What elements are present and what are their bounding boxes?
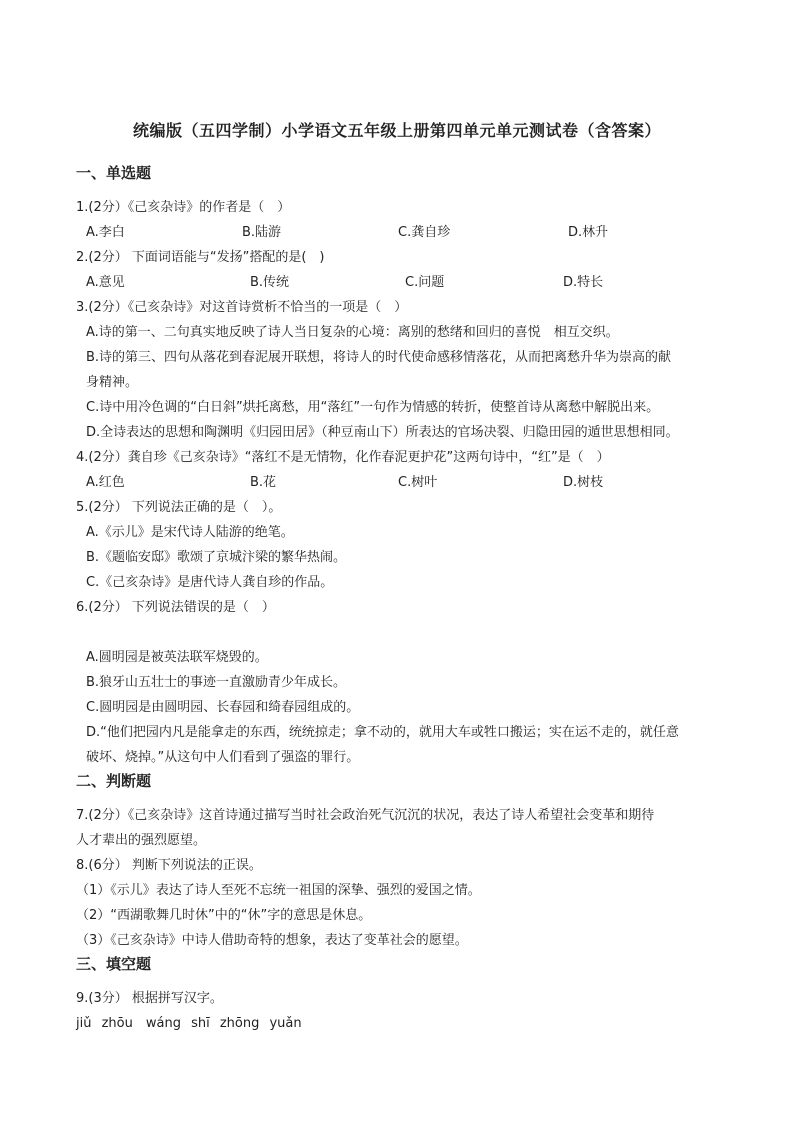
q8-statement-3: （3）《己亥杂诗》中诗人借助奇特的想象，表达了变革社会的愿望。 — [76, 933, 468, 948]
q3-option-d: D.全诗表达的思想和陶渊明《归园田居》（种豆南山下）所表达的官场决裂、归隐田园的遁世思想相同。 — [86, 425, 679, 440]
q3-stem: 3.(2分）《己亥杂诗》对这首诗赏析不恰当的一项是（ ） — [76, 300, 408, 315]
q2-option-d: D.特长 — [563, 275, 604, 290]
q5-option-b: B.《题临安邸》歌颂了京城汴梁的繁华热闹。 — [86, 550, 347, 565]
q2-option-a: A.意见 — [86, 275, 125, 290]
q1-option-d: D.林升 — [568, 225, 609, 240]
section-fill-in: 三、填空题 — [76, 955, 152, 973]
q3-option-c: C.诗中用冷色调的“白日斜”烘托离愁，用“落红”一句作为情感的转折，使整首诗从离愁中解脱出来。 — [86, 400, 660, 415]
q8-statement-2: （2）“西湖歌舞几时休”中的“休”字的意思是休息。 — [76, 908, 372, 923]
q5-stem: 5.(2分） 下列说法正确的是（ ）。 — [76, 500, 282, 515]
q6-option-a: A.圆明园是被英法联军烧毁的。 — [86, 650, 268, 665]
q1-option-a: A.李白 — [86, 225, 125, 240]
q6-option-b: B.狼牙山五壮士的事迹一直激励青少年成长。 — [86, 675, 347, 690]
q2-option-b: B.传统 — [250, 275, 290, 290]
q8-stem: 8.(6分） 判断下列说法的正误。 — [76, 858, 262, 873]
q4-option-c: C.树叶 — [398, 475, 438, 490]
q2-option-c: C.问题 — [405, 275, 445, 290]
q7-line-2: 人才辈出的强烈愿望。 — [76, 833, 207, 848]
q5-option-a: A.《示儿》是宋代诗人陆游的绝笔。 — [86, 525, 294, 540]
q6-option-d: D.“他们把园内凡是能拿走的东西，统统掠走；拿不动的，就用大车或牲口搬运；实在运不走的，就任意 — [86, 725, 679, 740]
q3-option-b: B.诗的第三、四句从落花到春泥展开联想，将诗人的时代使命感移情落花，从而把离愁升华为崇高的献 — [86, 350, 672, 365]
q2-stem: 2.(2分） 下面词语能与“发扬”搭配的是( ) — [76, 250, 325, 265]
q1-option-c: C.龚自珍 — [398, 225, 451, 240]
q1-stem: 1.(2分）《己亥杂诗》的作者是（ ） — [76, 200, 291, 215]
q9-stem: 9.(3分） 根据拼写汉字。 — [76, 991, 223, 1006]
q4-stem: 4.(2分）龚自珍《己亥杂诗》“落红不是无情物，化作春泥更护花”这两句诗中，“红”是（ ） — [76, 450, 610, 465]
q6-option-d-cont: 破坏、烧掉。”从这句中人们看到了强盗的罪行。 — [86, 750, 360, 765]
section-single-choice: 一、单选题 — [76, 164, 152, 182]
q6-option-c: C.圆明园是由圆明园、长春园和绮春园组成的。 — [86, 700, 360, 715]
q7-line-1: 7.(2分）《己亥杂诗》这首诗通过描写当时社会政治死气沉沉的状况，表达了诗人希望社会变革和期待 — [76, 808, 655, 823]
q9-pinyin: jiǔ zhōu wáng shī zhōng yuǎn — [76, 1016, 302, 1031]
page-title: 统编版（五四学制）小学语文五年级上册第四单元单元测试卷（含答案） — [132, 121, 661, 140]
q5-option-c: C.《己亥杂诗》是唐代诗人龚自珍的作品。 — [86, 575, 334, 590]
section-true-false: 二、判断题 — [76, 772, 152, 790]
q3-option-b-cont: 身精神。 — [86, 375, 139, 390]
q8-statement-1: （1）《示儿》表达了诗人至死不忘统一祖国的深挚、强烈的爱国之情。 — [76, 883, 481, 898]
q3-option-a: A.诗的第一、二句真实地反映了诗人当日复杂的心境：离别的愁绪和回归的喜悦 相互交织。 — [86, 325, 619, 340]
q4-option-d: D.树枝 — [563, 475, 604, 490]
q6-stem: 6.(2分） 下列说法错误的是（ ） — [76, 600, 275, 615]
q4-option-b: B.花 — [250, 475, 277, 490]
q1-option-b: B.陆游 — [242, 225, 282, 240]
q4-option-a: A.红色 — [86, 475, 125, 490]
